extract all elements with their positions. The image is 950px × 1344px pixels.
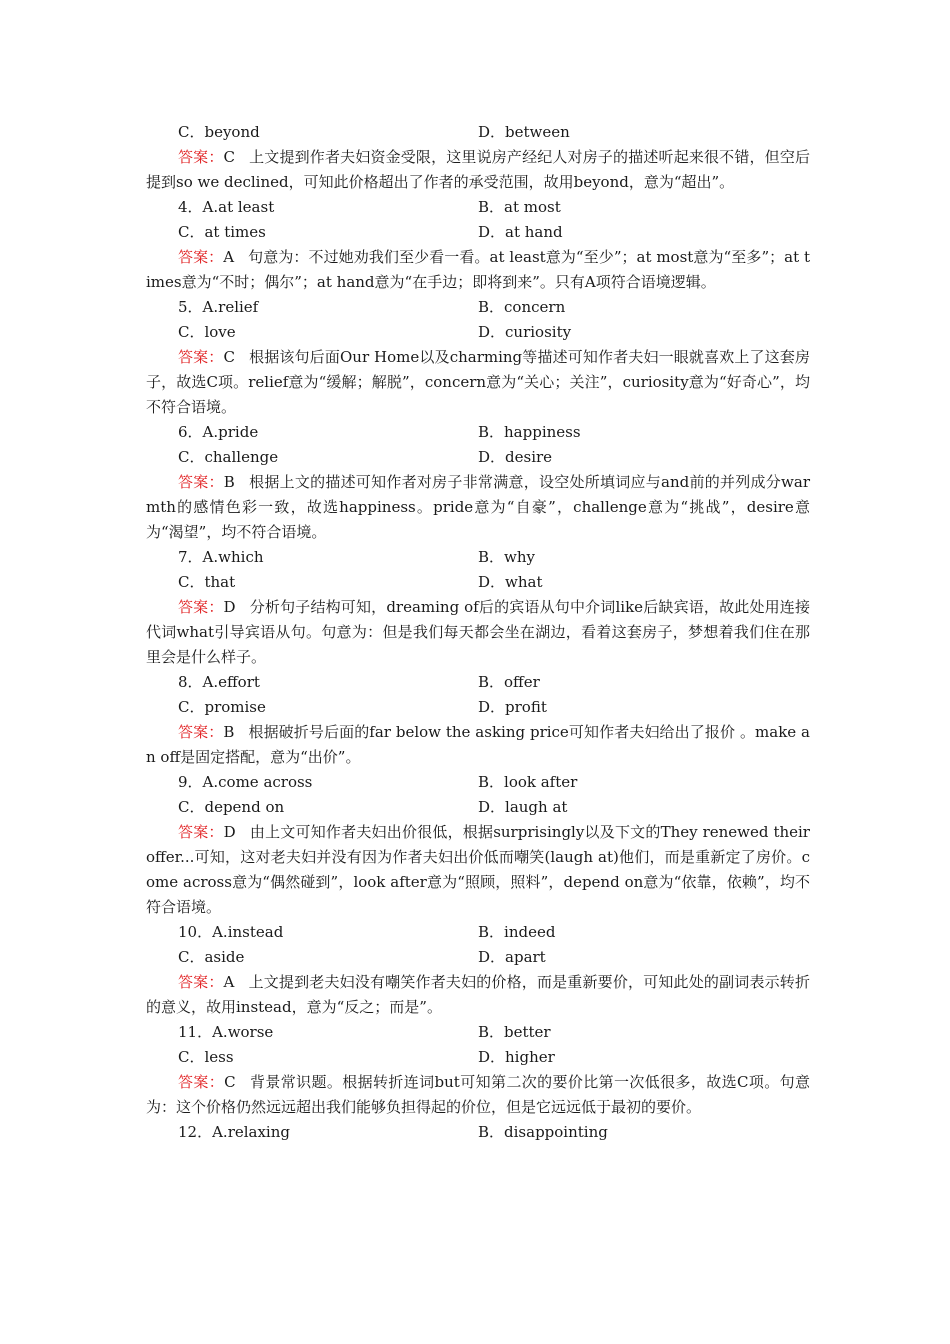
answer-option: 9．A.come across [178, 773, 313, 791]
option-row [146, 570, 810, 595]
explanation-text: 上文提到老夫妇没有嘲笑作者夫妇的价格，而是重新要价，可知此处的副词表示转折的意义，故用instead，意为“反之；而是”。 [146, 973, 810, 1016]
option-row [146, 1120, 810, 1145]
answer-explanation [146, 245, 810, 295]
answer-option: B．happiness [478, 423, 581, 441]
answer-letter: A [223, 973, 235, 991]
answer-option: C．less [178, 1048, 234, 1066]
answer-option: D．curiosity [478, 323, 572, 341]
option-row [146, 195, 810, 220]
explanation-text: 句意为：不过她劝我们至少看一看。at least意为“至少”；at most意为“至多”；at times意为“不时；偶尔”；at hand意为“在手边；即将到来”。只有A项符合语境逻辑。 [146, 248, 810, 291]
answer-letter: A [223, 248, 235, 266]
question-block [146, 1120, 810, 1145]
answer-letter: B [223, 473, 235, 491]
answer-option: 11．A.worse [178, 1023, 274, 1041]
answer-letter: C [224, 1073, 236, 1091]
answer-option: 7．A.which [178, 548, 264, 566]
answer-explanation [146, 970, 810, 1020]
answer-option: D．profit [478, 698, 547, 716]
option-row [146, 445, 810, 470]
answer-option: B．concern [478, 298, 566, 316]
answer-option: 6．A.pride [178, 423, 259, 441]
option-row [146, 945, 810, 970]
answer-option: 10．A.instead [178, 923, 284, 941]
answer-option: C．at times [178, 223, 266, 241]
answer-label: 答案： [178, 598, 224, 616]
answer-option: C．beyond [178, 123, 260, 141]
answer-letter: C [223, 348, 235, 366]
question-block [146, 295, 810, 420]
answer-label: 答案： [178, 973, 224, 991]
answer-option: 4．A.at least [178, 198, 275, 216]
answer-option: C．aside [178, 948, 245, 966]
answer-explanation [146, 1070, 810, 1120]
question-block [146, 195, 810, 295]
answer-option: C．challenge [178, 448, 279, 466]
answer-label: 答案： [178, 1073, 225, 1091]
option-row [146, 695, 810, 720]
option-row [146, 1045, 810, 1070]
answer-option: D．what [478, 573, 543, 591]
question-block [146, 770, 810, 920]
explanation-text: 根据上文的描述可知作者对房子非常满意，设空处所填词应与and前的并列成分warmth的感情色彩一致，故选happiness。pride意为“自豪”，challenge意为“挑战”，desire意为“渴望”，均不符合语境。 [146, 473, 810, 541]
answer-letter: D [223, 823, 236, 841]
explanation-text: 根据破折号后面的far below the asking price可知作者夫妇给出了报价 。make an off是固定搭配，意为“出价”。 [146, 723, 810, 766]
explanation-text: 上文提到作者夫妇资金受限，这里说房产经纪人对房子的描述听起来很不错，但空后提到so we declined，可知此价格超出了作者的承受范围，故用beyond，意为“超出”。 [146, 148, 810, 191]
answer-option: 5．A.relief [178, 298, 259, 316]
answer-option: D．apart [478, 948, 546, 966]
question-block [146, 420, 810, 545]
answer-option: B．better [478, 1023, 551, 1041]
answer-explanation [146, 720, 810, 770]
option-row [146, 420, 810, 445]
answer-label: 答案： [178, 823, 224, 841]
option-row [146, 320, 810, 345]
option-row [146, 545, 810, 570]
answer-label: 答案： [178, 248, 224, 266]
option-row [146, 120, 810, 145]
answer-option: C．depend on [178, 798, 285, 816]
answer-option: D．at hand [478, 223, 563, 241]
option-row [146, 770, 810, 795]
question-block [146, 1020, 810, 1120]
answer-option: C．that [178, 573, 236, 591]
option-row [146, 920, 810, 945]
option-row [146, 295, 810, 320]
answer-explanation [146, 345, 810, 420]
answer-option: B．why [478, 548, 535, 566]
answer-option: B．look after [478, 773, 578, 791]
explanation-text: 根据该句后面Our Home以及charming等描述可知作者夫妇一眼就喜欢上了这套房子，故选C项。relief意为“缓解；解脱”，concern意为“关心；关注”，curiosity意为“好奇心”，均不符合语境。 [146, 348, 810, 416]
explanation-text: 由上文可知作者夫妇出价很低，根据surprisingly以及下文的They renewed their offer...可知，这对老夫妇并没有因为作者夫妇出价低而嘲笑(laugh at)他们，而是重新定了房价。come across意为“偶然碰到”，look after意为“照顾，照料”，depend on意为“依靠，依赖”，均不符合语境。 [146, 823, 810, 916]
answer-letter: D [223, 598, 236, 616]
answer-explanation [146, 145, 810, 195]
answer-label: 答案： [178, 348, 224, 366]
explanation-text: 背景常识题。根据转折连词but可知第二次的要价比第一次低很多，故选C项。句意为：这个价格仍然远远超出我们能够负担得起的价位，但是它远远低于最初的要价。 [146, 1073, 810, 1116]
answer-key-content [146, 120, 810, 1145]
answer-option: C．promise [178, 698, 266, 716]
answer-explanation [146, 470, 810, 545]
answer-label: 答案： [178, 723, 224, 741]
answer-option: 12．A.relaxing [178, 1123, 290, 1141]
question-block [146, 670, 810, 770]
answer-option: B．offer [478, 673, 540, 691]
answer-explanation [146, 595, 810, 670]
option-row [146, 1020, 810, 1045]
explanation-text: 分析句子结构可知，dreaming of后的宾语从句中介词like后缺宾语，故此处用连接代词what引导宾语从句。句意为：但是我们每天都会坐在湖边，看着这套房子，梦想着我们住在那里会是什么样子。 [146, 598, 810, 666]
question-block [146, 920, 810, 1020]
question-block [146, 120, 810, 195]
answer-option: D．higher [478, 1048, 555, 1066]
option-row [146, 795, 810, 820]
answer-option: 8．A.effort [178, 673, 260, 691]
answer-letter: B [223, 723, 235, 741]
option-row [146, 220, 810, 245]
answer-option: B．disappointing [478, 1123, 608, 1141]
answer-label: 答案： [178, 148, 224, 166]
answer-option: D．desire [478, 448, 553, 466]
answer-option: D．laugh at [478, 798, 568, 816]
option-row [146, 670, 810, 695]
answer-option: B．at most [478, 198, 561, 216]
question-block [146, 545, 810, 670]
answer-option: C．love [178, 323, 236, 341]
answer-explanation [146, 820, 810, 920]
answer-letter: C [223, 148, 235, 166]
answer-option: B．indeed [478, 923, 556, 941]
answer-label: 答案： [178, 473, 224, 491]
answer-option: D．between [478, 123, 570, 141]
